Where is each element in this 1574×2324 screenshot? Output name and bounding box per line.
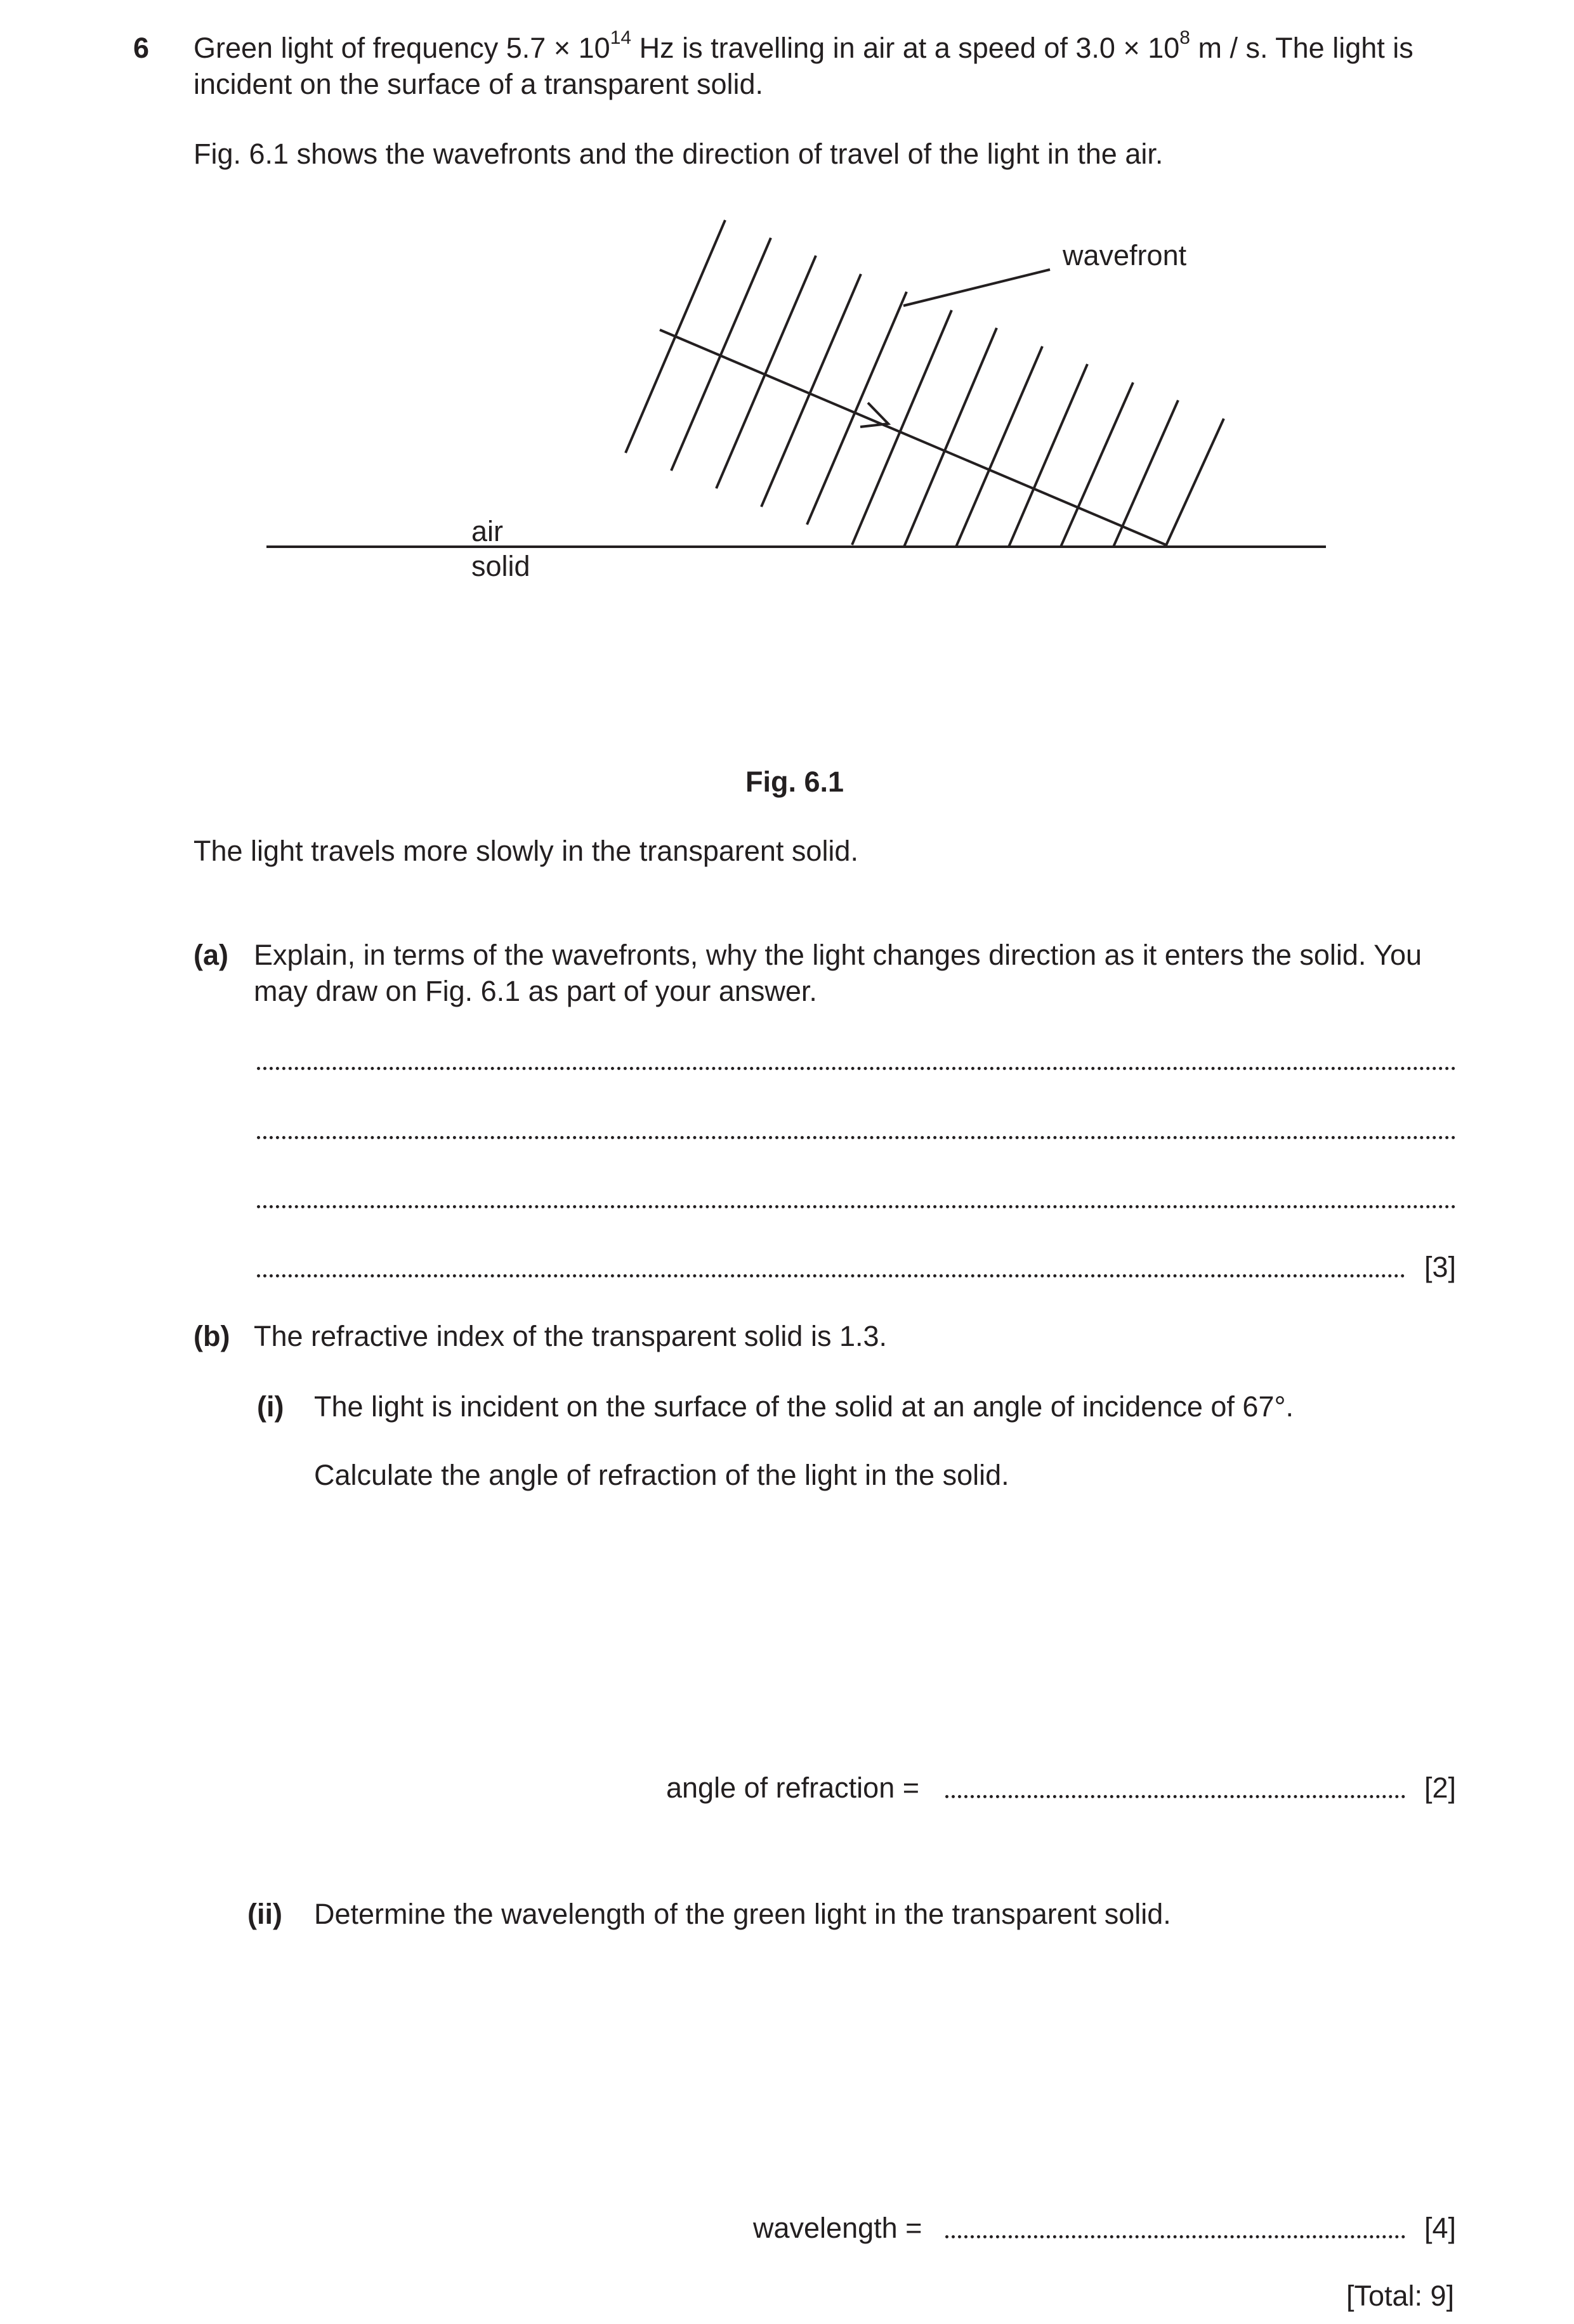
label-air: air (471, 515, 504, 547)
part-b-ii-label: (ii) (247, 1898, 282, 1930)
wavelength-answer-line[interactable] (945, 2235, 1405, 2238)
part-b-i-line2: Calculate the angle of refraction of the light in the solid. (314, 1459, 1009, 1491)
part-a-line1: Explain, in terms of the wavefronts, why the light changes direction as it enters the solid. You (254, 939, 1422, 971)
direction-of-travel-ray (660, 330, 1167, 545)
part-b-ii-line1: Determine the wavelength of the green light in the transparent solid. (314, 1898, 1171, 1930)
question-intro-line2: incident on the surface of a transparent solid. (193, 68, 764, 100)
part-b-label: (b) (193, 1320, 230, 1352)
statement: The light travels more slowly in the transparent solid. (193, 835, 858, 867)
figure-intro: Fig. 6.1 shows the wavefronts and the direction of travel of the light in the air. (193, 138, 1164, 170)
total-marks: [Total: 9] (1346, 2280, 1455, 2312)
part-b-text: The refractive index of the transparent solid is 1.3. (254, 1320, 888, 1352)
answer-line[interactable] (257, 1136, 1456, 1139)
figure-caption: Fig. 6.1 (745, 766, 844, 798)
part-b-i-line1: The light is incident on the surface of the solid at an angle of incidence of 67°. (314, 1390, 1294, 1423)
question-intro-line1: Green light of frequency $5.7 \times 10^{14}$ Hz is travelling in air at a speed of $3.0 \times 10^8$ m / s. The light is (193, 27, 1413, 64)
part-a-label: (a) (193, 939, 228, 971)
label-solid: solid (471, 550, 530, 582)
part-a-marks: [3] (1424, 1251, 1457, 1283)
part-b-ii-marks: [4] (1424, 2212, 1457, 2244)
label-wavefront: wavefront (1063, 239, 1187, 271)
answer-line[interactable] (257, 1274, 1405, 1277)
angle-of-refraction-label: angle of refraction = (666, 1772, 920, 1804)
part-b-i-label: (i) (257, 1390, 284, 1423)
part-a-line2: may draw on Fig. 6.1 as part of your answer. (254, 975, 817, 1007)
question-number: 6 (133, 32, 150, 64)
answer-line[interactable] (257, 1205, 1456, 1208)
answer-line[interactable] (257, 1067, 1456, 1070)
wavefront-leader-line (903, 270, 1050, 306)
refraction-diagram (0, 0, 1574, 634)
part-b-i-marks: [2] (1424, 1772, 1457, 1804)
angle-of-refraction-answer-line[interactable] (945, 1795, 1405, 1798)
arrowhead (860, 403, 888, 427)
wavelength-label: wavelength = (753, 2212, 922, 2244)
